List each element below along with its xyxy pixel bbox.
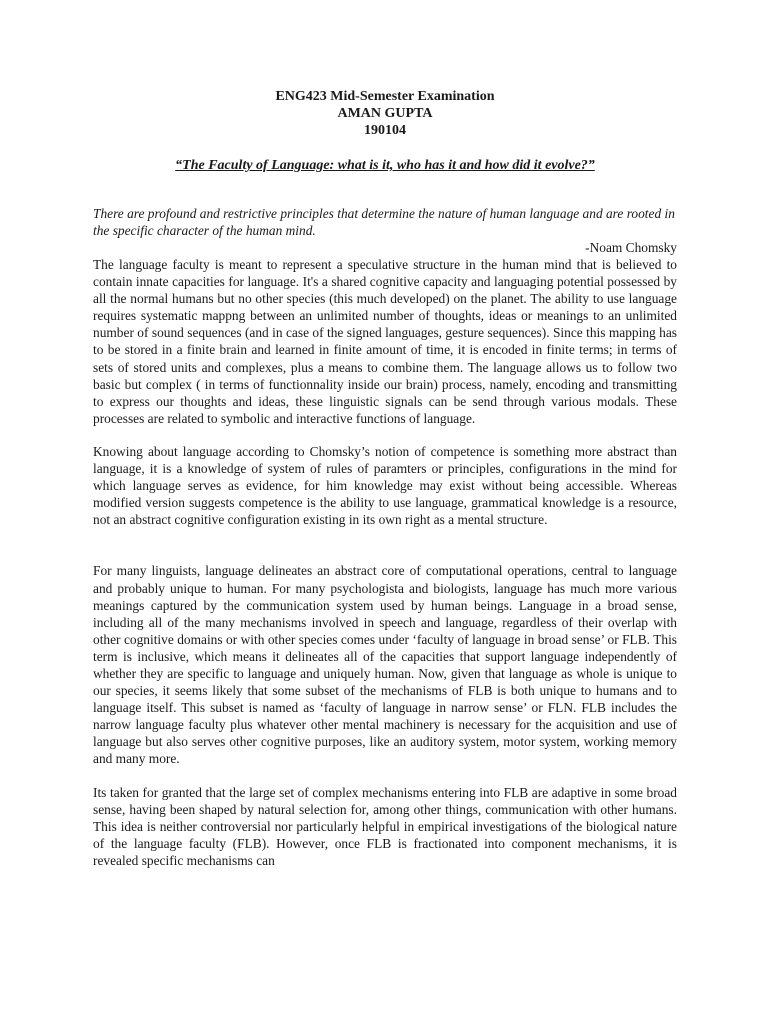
essay-title: “The Faculty of Language: what is it, who has it and how did it evolve?” bbox=[175, 158, 595, 173]
body-paragraph-3: For many linguists, language delineates an abstract core of computational operations, central to language and probably unique to human. For many psychologista and biologists, language has much more various meanings captured by the communication system used by human beings. Language in a broad sense, including all of the many mechanisms involved in speech and language, regardless of their overlap with other cognitive domains or with other species comes under ‘faculty of language in broad sense’ or FLB. This term is inclusive, which means it delineates all of the capacities that support language independently of whether they are specific to language and uniquely human. Now, given that language as whole is unique to our species, it seems likely that some subset of the mechanisms of FLB is both unique to humans and to language itself. This subset is named as ‘faculty of language in narrow sense’ or FLN. FLB includes the narrow language faculty plus whatever other mental machinery is necessary for the acquisition and use of language but also serves other cognitive purposes, like an auditory system, motor system, working memory and many more. bbox=[93, 563, 677, 767]
student-name: AMAN GUPTA bbox=[337, 106, 433, 121]
course-line: ENG423 Mid-Semester Examination bbox=[275, 89, 495, 104]
epigraph-author: -Noam Chomsky bbox=[585, 240, 677, 255]
epigraph-quote: There are profound and restrictive principles that determine the nature of human language and are rooted in the specific character of the human mind. bbox=[93, 206, 675, 238]
body-paragraph-4: Its taken for granted that the large set of complex mechanisms entering into FLB are adaptive in some broad sense, having been shaped by natural selection for, among other things, communication with other humans. This idea is neither controversial nor particularly helpful in empirical investigations of the biological nature of the language faculty (FLB). However, once FLB is fractionated into component mechanisms, it is revealed specific mechanisms can bbox=[93, 784, 677, 868]
body-paragraph-2: Knowing about language according to Chomsky’s notion of competence is something more abstract than language, it is a knowledge of system of rules of paramters or principles, configurations in the mind for which language serves as evidence, for him knowledge may exist without being accessible. Whereas modified version suggests competence is the ability to use language, grammatical knowledge is a resource, not an abstract cognitive configuration existing in its own right as a mental structure. bbox=[93, 443, 677, 528]
roll-number: 190104 bbox=[364, 123, 406, 138]
body-paragraph-1: The language faculty is meant to represent a speculative structure in the human mind that is believed to contain innate capacities for language. It's a shared cognitive capacity and languaging potential possessed by all the normal humans but no other species (this much developed) on the planet. The ability to use language requires systematic mappng between an unlimited number of thoughts, ideas or meanings to an unlimited number of sound sequences (and in case of the signed languages, gesture sequences). Since this mapping has to be stored in a finite brain and learned in finite amount of time, it is encoded in finite terms; in terms of sets of stored units and complexes, plus a means to combine them. The language allows us to follow two basic but complex ( in terms of functionnality inside our brain) process, namely, encoding and transmitting to express our thoughts and ideas, these linguistic signals can be send through various modals. These processes are related to symbolic and interactive functions of language. bbox=[93, 257, 677, 426]
document-page bbox=[93, 88, 677, 869]
document-header bbox=[93, 88, 677, 139]
